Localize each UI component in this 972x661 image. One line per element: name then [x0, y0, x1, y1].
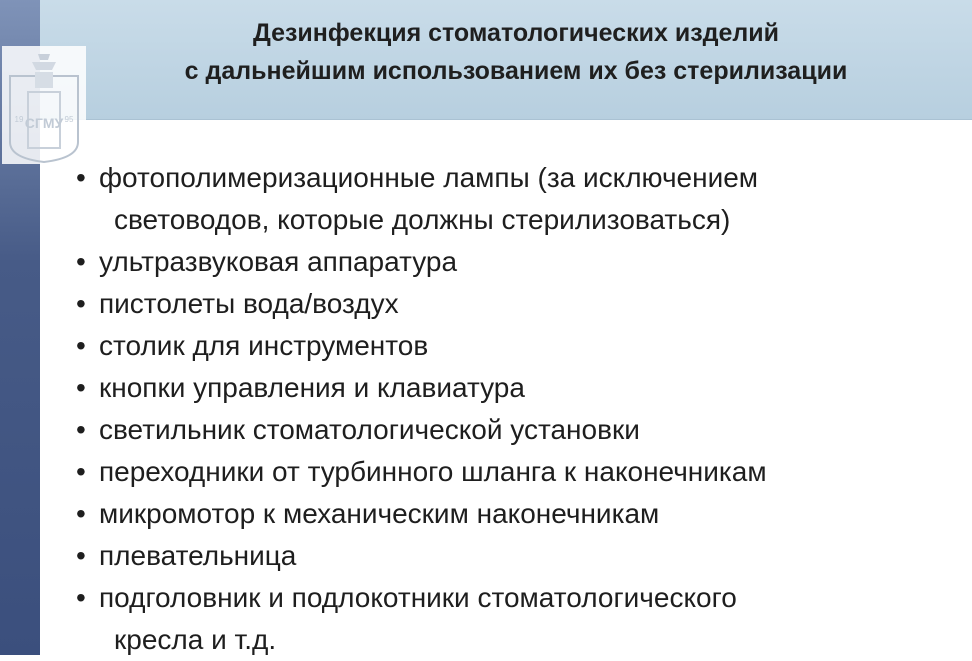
list-item-text: подголовник и подлокотники стоматологического: [99, 582, 737, 613]
bullet-icon: •: [76, 162, 86, 193]
bullet-icon: •: [76, 288, 86, 319]
list-item: [70, 157, 960, 241]
list-item-text: кнопки управления и клавиатура: [99, 372, 525, 403]
logo-text: СГМУ: [24, 115, 64, 131]
list-item-text-continued: световодов, которые должны стерилизоваться): [114, 204, 731, 235]
list-item-text: плевательница: [99, 540, 297, 571]
bullet-list: [70, 157, 960, 661]
title-line-1: Дезинфекция стоматологических изделий: [252, 19, 780, 47]
list-item-text: микромотор к механическим наконечникам: [99, 498, 660, 529]
list-item: [70, 325, 960, 367]
list-item-text: ультразвуковая аппаратура: [99, 246, 458, 277]
list-item-text: фотополимеризационные лампы (за исключением: [99, 162, 759, 193]
slide-title: [90, 14, 942, 90]
list-item: [70, 577, 960, 661]
list-item: [70, 535, 960, 577]
bullet-icon: •: [76, 330, 86, 361]
bullet-icon: •: [76, 456, 86, 487]
bullet-icon: •: [76, 582, 86, 613]
list-item-text: переходники от турбинного шланга к наконечникам: [99, 456, 767, 487]
list-item-text: столик для инструментов: [99, 330, 429, 361]
bullet-icon: •: [76, 414, 86, 445]
logo-year-left: 19: [14, 115, 24, 124]
list-item: [70, 283, 960, 325]
list-item-text: пистолеты вода/воздух: [99, 288, 399, 319]
list-item: [70, 493, 960, 535]
title-line-2: с дальнейшим использованием их без стерилизации: [184, 57, 848, 85]
bullet-icon: •: [76, 498, 86, 529]
list-item: [70, 241, 960, 283]
list-item-text: светильник стоматологической установки: [99, 414, 640, 445]
list-item: [70, 451, 960, 493]
logo-year-right: 95: [64, 115, 74, 124]
list-item: [70, 409, 960, 451]
bullet-icon: •: [76, 372, 86, 403]
bullet-icon: •: [76, 540, 86, 571]
list-item-text-continued: кресла и т.д.: [114, 624, 277, 655]
university-logo: [2, 46, 86, 164]
list-item: [70, 367, 960, 409]
bullet-icon: •: [76, 246, 86, 277]
